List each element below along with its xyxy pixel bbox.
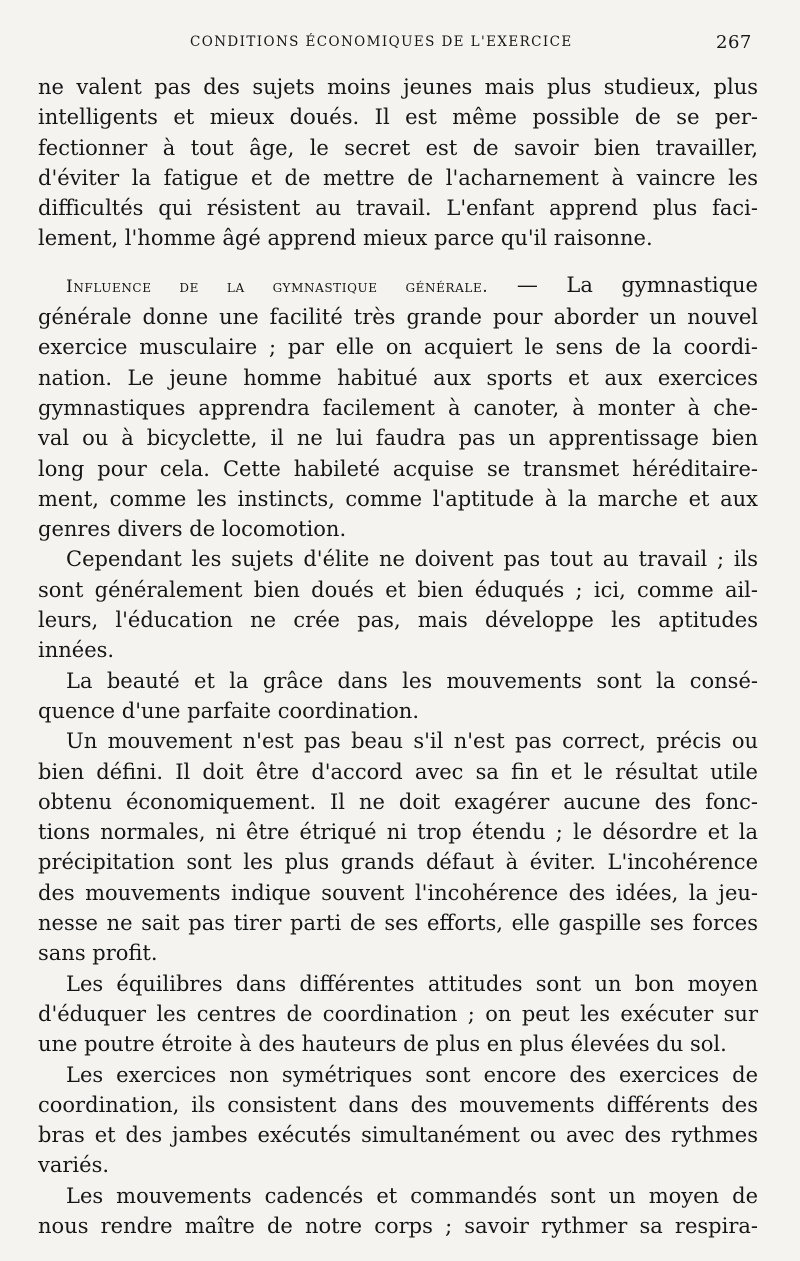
text-line: innées. <box>38 638 115 663</box>
text-line: Les exercices non symétriques sont encore des exercices de <box>66 1062 758 1087</box>
text-line: gymnastiques apprendra facilement à canoter, à monter à che- <box>38 395 758 420</box>
text-line: bras et des jambes exécutés simultanément ou avec des rythmes <box>38 1123 758 1148</box>
paragraph <box>38 1181 758 1242</box>
text-line: intelligents et mieux doués. Il est même possible de se per- <box>38 105 758 130</box>
paragraph <box>38 666 758 727</box>
page-body <box>38 72 758 1241</box>
text-line: La beauté et la grâce dans les mouvements sont la consé- <box>66 668 758 693</box>
text-line: tions normales, ni être étriqué ni trop étendu ; le désordre et la <box>38 820 758 845</box>
page-number: 267 <box>716 32 752 53</box>
text-line: variés. <box>38 1153 110 1178</box>
section-paragraph <box>38 270 758 545</box>
page-header <box>0 34 800 58</box>
text-line: Les équilibres dans différentes attitudes sont un bon moyen <box>66 971 758 996</box>
paragraph <box>38 726 758 968</box>
text-line: genres divers de locomotion. <box>38 517 347 542</box>
running-title: CONDITIONS ÉCONOMIQUES DE L'EXERCICE <box>190 34 573 50</box>
text-line <box>38 270 758 302</box>
text-line: difficultés qui résistent au travail. L'enfant apprend plus faci- <box>38 196 758 221</box>
text-line: précipitation sont les plus grands défaut à éviter. L'incohérence <box>38 850 758 875</box>
text-line: exercice musculaire ; par elle on acquiert le sens de la coordi- <box>38 335 758 360</box>
text-line: nesse ne sait pas tirer parti de ses efforts, elle gaspille ses forces <box>38 911 758 936</box>
text-line: nation. Le jeune homme habitué aux sports et aux exercices <box>38 365 758 390</box>
text-line: coordination, ils consistent dans des mouvements différents des <box>38 1092 758 1117</box>
text-line: sont généralement bien doués et bien éduqués ; ici, comme ail- <box>38 577 758 602</box>
text-line: nous rendre maître de notre corps ; savoir rythmer sa respira- <box>38 1213 758 1238</box>
text-line: ment, comme les instincts, comme l'aptitude à la marche et aux <box>38 486 758 511</box>
paragraph <box>38 72 758 254</box>
paragraph <box>38 969 758 1060</box>
paragraph <box>38 1060 758 1181</box>
text-line: Cependant les sujets d'élite ne doivent pas tout au travail ; ils <box>66 547 758 572</box>
text-line: sans profit. <box>38 941 158 966</box>
text-line: leurs, l'éducation ne crée pas, mais développe les aptitudes <box>38 608 758 633</box>
text-line: ne valent pas des sujets moins jeunes mais plus studieux, plus <box>38 75 758 99</box>
heading-continuation: — La gymnastique <box>488 272 758 297</box>
text-line: obtenu économiquement. Il ne doit exagérer aucune des fonc- <box>38 789 758 814</box>
text-line: Les mouvements cadencés et commandés sont un moyen de <box>66 1183 758 1208</box>
text-line: quence d'une parfaite coordination. <box>38 698 419 723</box>
text-line: long pour cela. Cette habileté acquise se transmet héréditaire- <box>38 456 758 481</box>
section-gap <box>38 254 758 270</box>
text-line: des mouvements indique souvent l'incohérence des idées, la jeu- <box>38 880 758 905</box>
text-line: bien défini. Il doit être d'accord avec sa fin et le résultat utile <box>38 759 758 784</box>
paragraph <box>38 544 758 665</box>
section-heading: Influence de la gymnastique générale. <box>66 276 489 297</box>
text-line: d'éviter la fatigue et de mettre de l'acharnement à vaincre les <box>38 165 758 190</box>
text-line: lement, l'homme âgé apprend mieux parce qu'il raisonne. <box>38 226 653 251</box>
text-line: val ou à bicyclette, il ne lui faudra pas un apprentissage bien <box>38 426 758 451</box>
text-line: générale donne une facilité très grande pour aborder un nouvel <box>38 305 758 330</box>
text-line: fectionner à tout âge, le secret est de savoir bien travailler, <box>38 135 758 160</box>
text-line: d'éduquer les centres de coordination ; on peut les exécuter sur <box>38 1001 758 1026</box>
text-line: une poutre étroite à des hauteurs de plus en plus élevées du sol. <box>38 1032 727 1057</box>
text-line: Un mouvement n'est pas beau s'il n'est pas correct, précis ou <box>66 729 758 754</box>
